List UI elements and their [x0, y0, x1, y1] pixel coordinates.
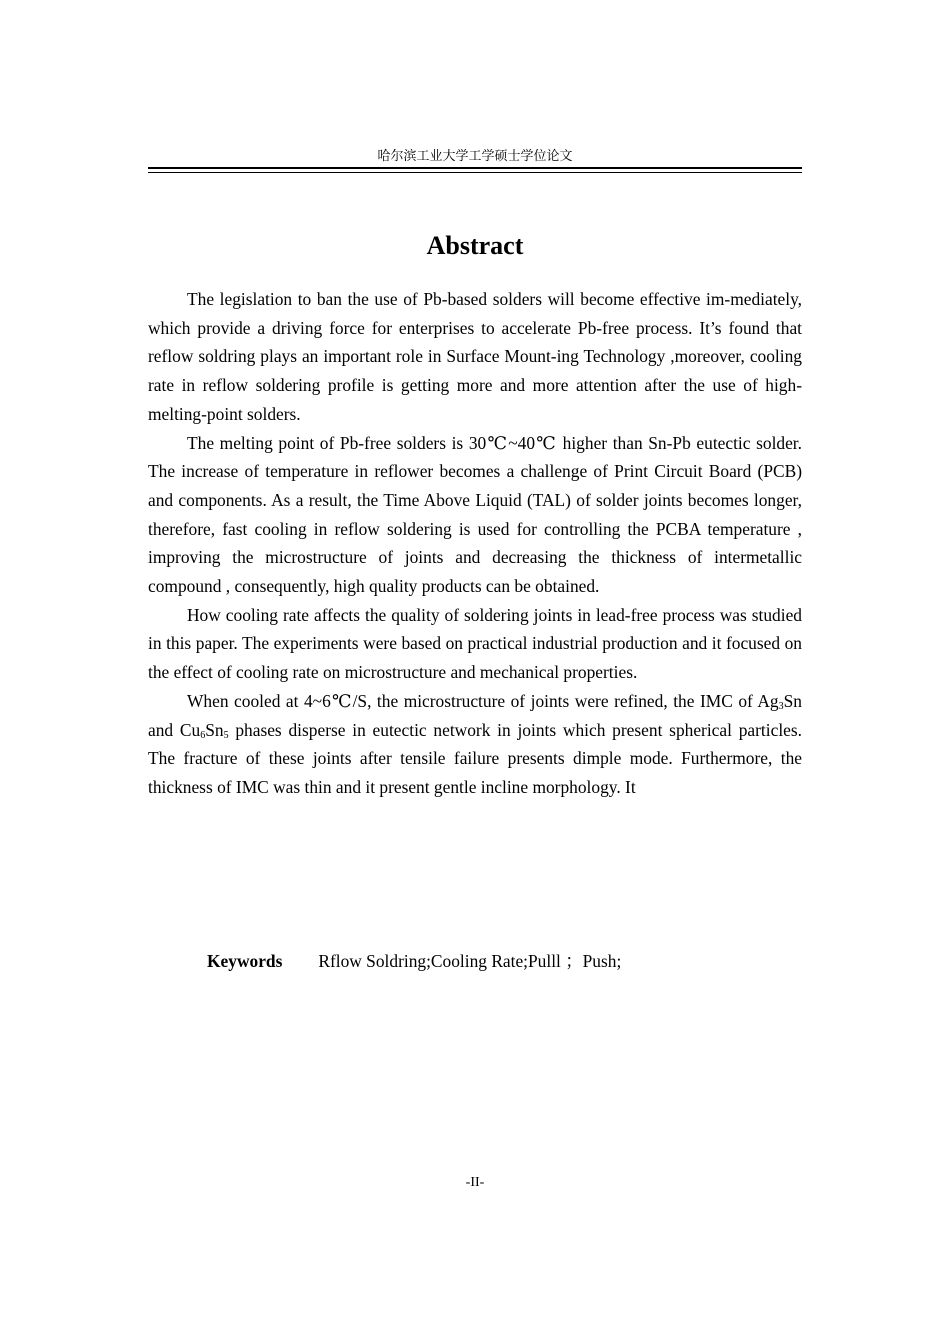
paragraph-4-text-3: Sn [205, 719, 224, 740]
page-title: Abstract [426, 231, 524, 260]
paragraph-4-text-1: When cooled at 4~6℃/S, the microstructure of joints were refined, the IMC of Ag [187, 690, 779, 711]
subscript-6: 6 [200, 729, 206, 741]
paragraph-4-text-4: phases disperse in eutectic network in joints which present spherical particles. The fracture of these joints after tensile failure presents dimple mode. Furthermore, the thickness of IMC was thin and it present gentle incline morphology. It [148, 719, 802, 797]
keywords-value: Rflow Soldring;Cooling Rate;Pulll ；Push; [318, 951, 622, 971]
running-header: 哈尔滨工业大学工学硕士学位论文 [377, 149, 573, 164]
paragraph-1: The legislation to ban the use of Pb-based solders will become effective im-mediately, which provide a driving force for enterprises to accelerate Pb-free process. It’s found that reflow soldring plays an important role in Surface Mount-ing Technology ,moreover, cooling rate in reflow soldering profile is getting more and more attention after the use of high-melting-point solders. [148, 289, 802, 424]
page-number: -II- [465, 1175, 485, 1190]
subscript-5: 5 [223, 729, 229, 741]
keywords-line [207, 947, 802, 975]
paragraph-3: How cooling rate affects the quality of soldering joints in lead-free process was studied in this paper. The experiments were based on practical industrial production and it focused on the effect of cooling rate on microstructure and mechanical properties. [148, 604, 802, 683]
abstract-body [148, 285, 802, 802]
keywords-label: Keywords [207, 951, 283, 971]
subscript-3: 3 [778, 700, 784, 712]
paragraph-4 [148, 687, 802, 802]
header-rule-thick [148, 167, 802, 169]
paragraph-4-text-2: Sn and Cu [148, 690, 802, 740]
header-rule-thin [148, 172, 802, 173]
paragraph-2: The melting point of Pb-free solders is 30℃~40℃ higher than Sn-Pb eutectic solder. The increase of temperature in reflower becomes a challenge of Print Circuit Board (PCB) and components. As a result, the Time Above Liquid (TAL) of solder joints becomes longer, therefore, fast cooling in reflow soldering is used for controlling the PCBA temperature , improving the microstructure of joints and decreasing the thickness of intermetallic compound , consequently, high quality products can be obtained. [148, 432, 802, 597]
